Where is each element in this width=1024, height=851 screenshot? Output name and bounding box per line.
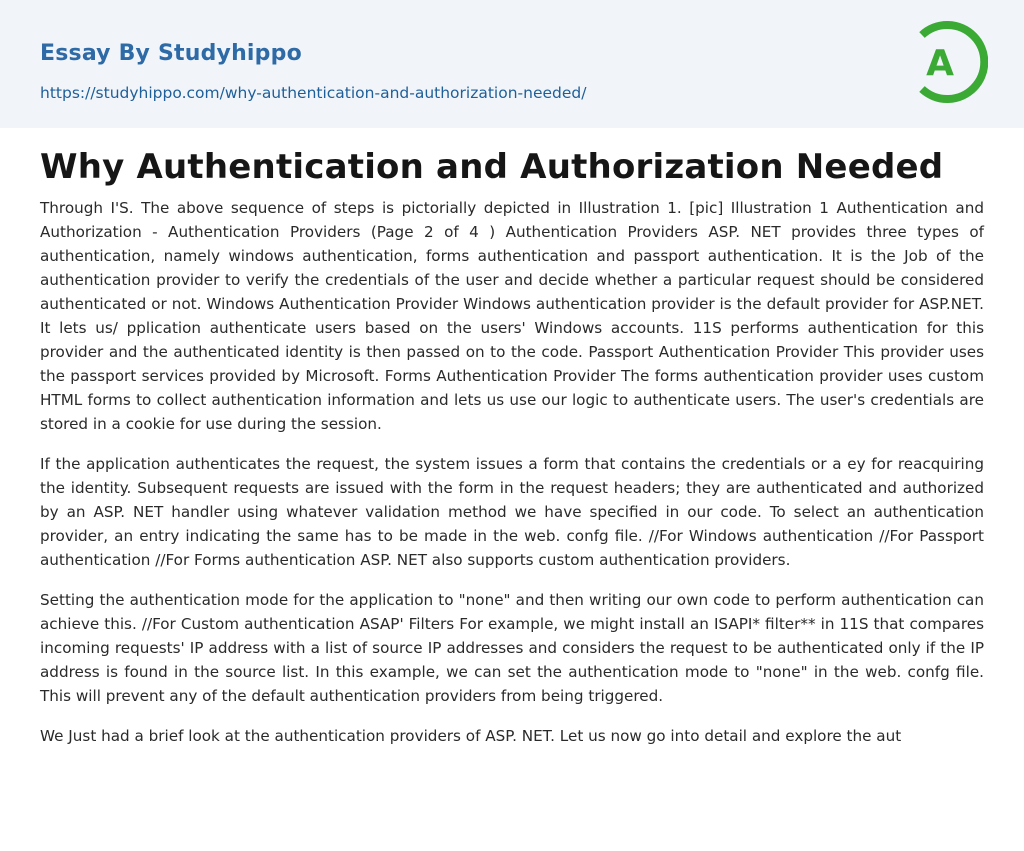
page-url-link[interactable]: https://studyhippo.com/why-authentication-and-authorization-needed/ [40,84,587,102]
article [40,144,984,764]
article-paragraph: Setting the authentication mode for the application to "none" and then writing our own code to perform authentication can achieve this. //For Custom authentication ASAP' Filters For example, we might install an ISAPI* filter** in 11S that compares incoming requests' IP address with a list of source IP addresses and considers the request to be authenticated only if the IP address is found in the source list. In this example, we can set the authentication mode to "none" in the web. confg file. This will prevent any of the default authentication providers from being triggered. [40,591,984,705]
article-paragraph: Through I'S. The above sequence of steps is pictorially depicted in Illustration 1. [pic] Illustration 1 Authentication and Authorization - Authentication Providers (Page 2 of 4 ) Authentication Providers ASP. NET provides three types of authentication, namely windows authentication, forms authentication and passport authentication. It is the Job of the authentication provider to verify the credentials of the user and decide whether a particular request should be considered authenticated or not. Windows Authentication Provider Windows authentication provider is the default provider for ASP.NET. It lets us/ pplication authenticate users based on the users' Windows accounts. 11S performs authentication for this provider and the authenticated identity is then passed on to the code. Passport Authentication Provider This provider uses the passport services provided by Microsoft. Forms Authentication Provider The forms authentication provider uses custom HTML forms to collect authentication information and lets us use our logic to authenticate users. The user's credentials are stored in a cookie for use during the session. [40,199,984,433]
circle-a-logo-icon[interactable] [904,18,988,106]
site-header [0,0,1024,128]
article-paragraph: If the application authenticates the request, the system issues a form that contains the credentials or a ey for reacquiring the identity. Subsequent requests are issued with the form in the request headers; they are authenticated and authorized by an ASP. NET handler using whatever validation method we have specified in our code. To select an authentication provider, an entry indicating the same has to be made in the web. confg file. //For Windows authentication //For Passport authentication //For Forms authentication ASP. NET also supports custom authentication providers. [40,455,984,569]
article-title: Why Authentication and Authorization Needed [40,147,944,187]
logo-letter: A [926,43,954,84]
article-paragraph-truncated: We Just had a brief look at the authentication providers of ASP. NET. Let us now go into detail and explore the aut [40,727,902,745]
brand-title[interactable]: Essay By Studyhippo [40,41,302,66]
